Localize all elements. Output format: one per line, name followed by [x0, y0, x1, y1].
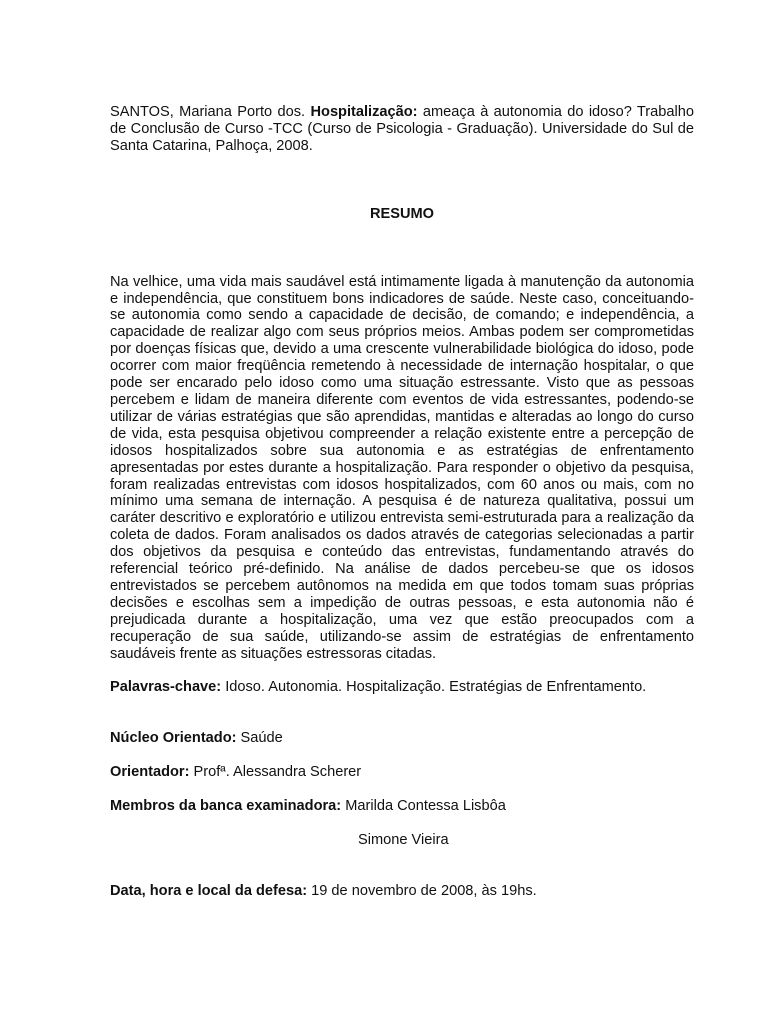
keywords-value: Idoso. Autonomia. Hospitalização. Estratégias de Enfrentamento.	[221, 679, 647, 696]
nucleo-line	[110, 730, 694, 747]
defesa-line	[110, 883, 694, 900]
abstract-body: Na velhice, uma vida mais saudável está intimamente ligada à manutenção da autonomia e independência, que constituem bons indicadores de saúde. Neste caso, conceituando-se autonomia como sendo a capacidade de decisão, de comando; e independência, a capacidade de realizar algo com seus próprios meios. Ambas podem ser comprometidas por doenças físicas que, devido a uma crescente vulnerabilidade biológica do idoso, pode ocorrer com maior freqüência remetendo à necessidade de internação hospitalar, o que pode ser encarado pelo idoso como uma situação estressante. Visto que as pessoas percebem e lidam de maneira diferente com eventos de vida estressantes, podendo-se utilizar de várias estratégias que são aprendidas, mantidas e alteradas ao longo do curso de vida, esta pesquisa objetivou compreender a relação existente entre a percepção de idosos hospitalizados sobre sua autonomia e as estratégias de enfrentamento apresentadas por estes durante a hospitalização. Para responder o objetivo da pesquisa, foram realizadas entrevistas com idosos hospitalizados, com 60 anos ou mais, com no mínimo uma semana de internação. A pesquisa é de natureza qualitativa, possui um caráter descritivo e exploratório e utilizou entrevista semi-estruturada para a realização da coleta de dados. Foram analisados os dados através de categorias selecionadas a partir dos objetivos da pesquisa e conteúdo das entrevistas, fundamentando através do referencial teórico pré-definido. Na análise de dados percebeu-se que os idosos entrevistados se percebem autônomos na medida em que todos tomam suas próprias decisões e escolhas sem a impedição de outras pessoas, e esta autonomia não é prejudicada durante a hospitalização, uma vez que estão preocupados com a recuperação de sua saúde, utilizando-se assim de estratégias de enfrentamento saudáveis frente as situações estressoras citadas.	[110, 273, 694, 662]
citation-title: Hospitalização:	[310, 104, 418, 120]
bibliographic-citation	[110, 104, 694, 155]
abstract-heading: RESUMO	[369, 205, 435, 222]
banca-line-2	[110, 832, 694, 849]
citation-details: ameaça à autonomia do idoso? Trabalho de Conclusão de Curso -TCC (Curso de Psicologia - Graduação). Universidade do Sul de Santa Catarina, Palhoça, 2008.	[110, 104, 694, 154]
keywords-label: Palavras-chave:	[110, 679, 222, 696]
defesa-label: Data, hora e local da defesa:	[110, 883, 308, 899]
document-page	[110, 104, 694, 900]
keywords-line	[110, 679, 694, 696]
nucleo-value: Saúde	[236, 730, 283, 747]
banca-member-1: Marilda Contessa Lisbôa	[341, 798, 506, 815]
citation-authors: SANTOS, Mariana Porto dos.	[110, 104, 311, 120]
orientador-label: Orientador:	[110, 764, 190, 781]
orientador-value: Profª. Alessandra Scherer	[189, 764, 362, 781]
banca-line	[110, 798, 694, 815]
orientador-line	[110, 764, 694, 781]
defesa-value: 19 de novembro de 2008, às 19hs.	[307, 883, 537, 899]
banca-member-2: Simone Vieira	[358, 832, 449, 849]
nucleo-label: Núcleo Orientado:	[110, 730, 237, 747]
banca-label: Membros da banca examinadora:	[110, 798, 342, 815]
